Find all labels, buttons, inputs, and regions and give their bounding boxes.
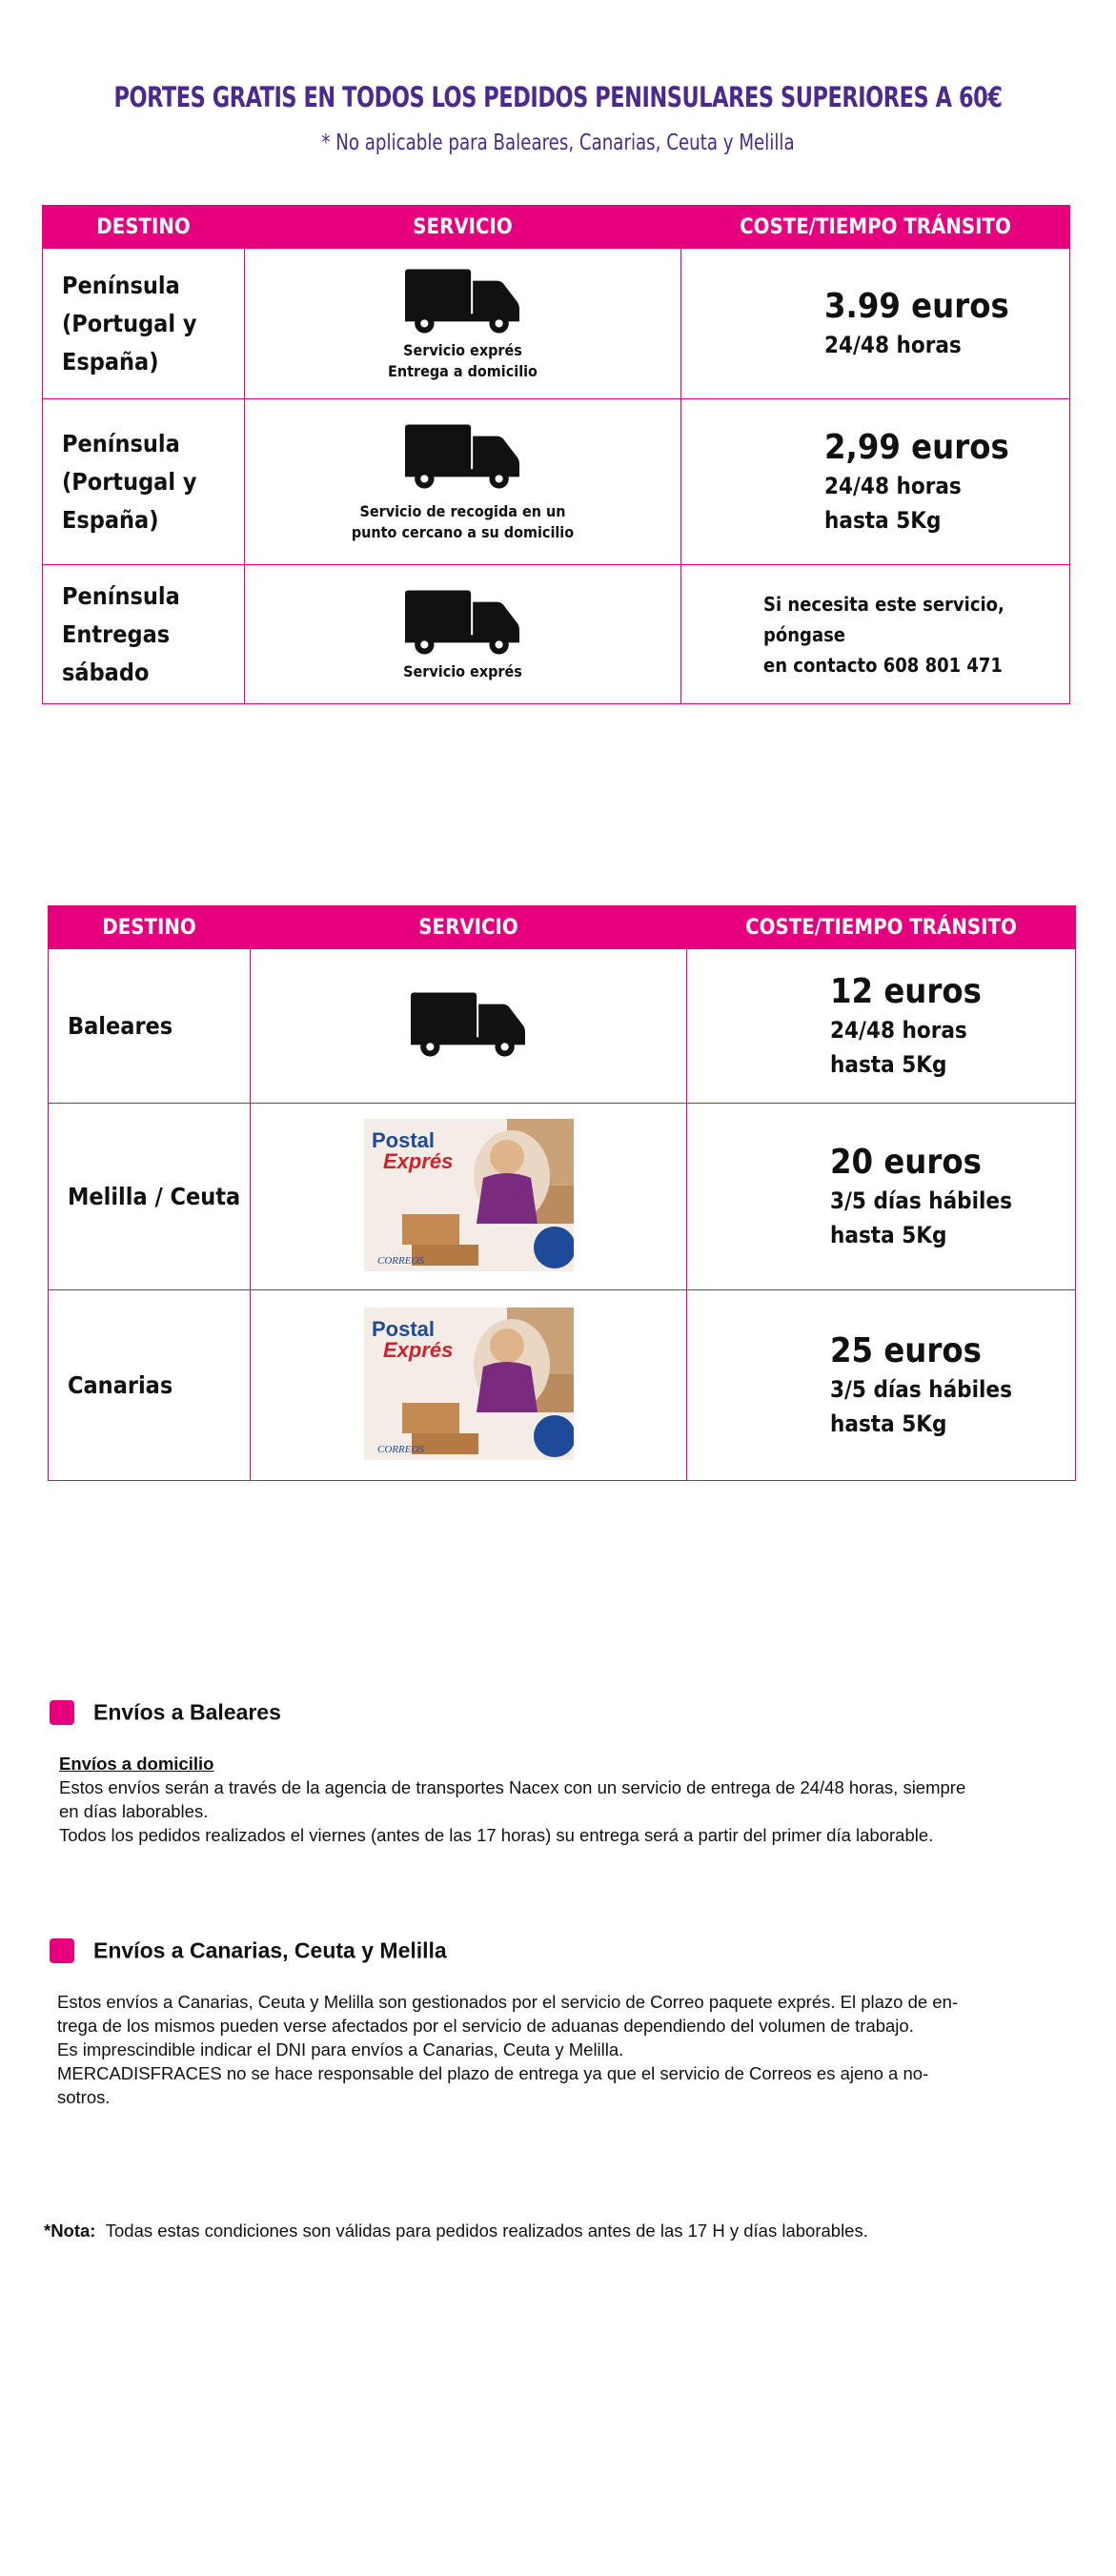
- table-row: [43, 565, 1070, 704]
- price: 12 euros: [830, 971, 982, 1011]
- logo-text-postal: Postal: [371, 1316, 435, 1341]
- destination-label: Baleares: [49, 949, 251, 1104]
- destination-label: Península: [62, 271, 180, 299]
- service-label: Servicio exprés: [403, 661, 522, 680]
- weight-limit: hasta 5Kg: [824, 506, 942, 534]
- weight-limit: hasta 5Kg: [830, 1221, 947, 1248]
- postal-expres-logo: [364, 1308, 574, 1460]
- paragraph-line: Todos los pedidos realizados el viernes (antes de las 17 horas) su entrega será a partir del primer día laborable.: [59, 1825, 934, 1845]
- contact-note: Si necesita este servicio, póngase: [763, 592, 1004, 646]
- price: 20 euros: [830, 1142, 982, 1182]
- destination-label: (Portugal y España): [62, 309, 197, 375]
- canarias-text: [57, 1990, 1077, 2109]
- destination-label: (Portugal y España): [62, 467, 197, 534]
- destination-label: Entregas sábado: [62, 619, 171, 686]
- price: 2,99 euros: [824, 427, 1009, 467]
- paragraph-line: en días laborables.: [59, 1801, 209, 1821]
- destination-label: Melilla / Ceuta: [49, 1104, 251, 1290]
- transit-time: 24/48 horas: [824, 331, 962, 358]
- service-label: Entrega a domicilio: [388, 361, 538, 380]
- transit-time: 3/5 días hábiles: [830, 1187, 1012, 1214]
- service-label: Servicio exprés: [403, 340, 522, 359]
- page-title: PORTES GRATIS EN TODOS LOS PEDIDOS PENINSULARES SUPERIORES A 60€: [113, 81, 1003, 113]
- paragraph-line: Estos envíos serán a través de la agencia de transportes Nacex con un servicio de entrega de 24/48 horas, siempre: [59, 1777, 966, 1797]
- truck-icon: [405, 588, 521, 657]
- transit-time: 3/5 días hábiles: [830, 1375, 1012, 1403]
- table-row: [49, 1290, 1076, 1481]
- footnote-label: *Nota:: [44, 2221, 96, 2241]
- subheading-envios-domicilio: Envíos a domicilio: [59, 1754, 214, 1774]
- logo-text-expres: Exprés: [382, 1148, 453, 1173]
- truck-icon: [405, 422, 521, 491]
- bullet-square-icon: [50, 1700, 74, 1725]
- logo-text-correos: CORREOS: [376, 1443, 424, 1455]
- section-heading-canarias: Envíos a Canarias, Ceuta y Melilla: [50, 1937, 447, 1963]
- destination-label: Península: [62, 429, 180, 457]
- baleares-text: [59, 1752, 1079, 1847]
- weight-limit: hasta 5Kg: [830, 1410, 947, 1437]
- weight-limit: hasta 5Kg: [830, 1050, 947, 1078]
- col-header-servicio: SERVICIO: [245, 206, 681, 249]
- price: 3.99 euros: [824, 286, 1009, 326]
- peninsula-shipping-table: [42, 205, 1070, 704]
- col-header-coste: COSTE/TIEMPO TRÁNSITO: [687, 906, 1076, 949]
- logo-text-postal: Postal: [371, 1127, 435, 1152]
- postal-expres-logo: [364, 1119, 574, 1271]
- col-header-destino: DESTINO: [49, 906, 251, 949]
- col-header-destino: DESTINO: [43, 206, 245, 249]
- service-label: Servicio de recogida en un: [359, 501, 566, 520]
- transit-time: 24/48 horas: [830, 1016, 967, 1044]
- table-row: [49, 949, 1076, 1104]
- truck-icon: [405, 267, 521, 335]
- table-row: [43, 399, 1070, 565]
- truck-icon: [411, 990, 527, 1059]
- table-row: [43, 249, 1070, 399]
- paragraph-line: sotros.: [57, 2087, 111, 2107]
- section-heading-baleares: Envíos a Baleares: [50, 1698, 281, 1725]
- page-subtitle: * No aplicable para Baleares, Canarias, Ceuta y Melilla: [321, 131, 795, 155]
- paragraph-line: MERCADISFRACES no se hace responsable del plazo de entrega ya que el servicio de Correos es ajeno a no-: [57, 2063, 929, 2083]
- logo-text-correos: CORREOS: [376, 1254, 424, 1267]
- paragraph-line: trega de los mismos pueden verse afectados por el servicio de aduanas dependiendo del volumen de trabajo.: [57, 2016, 914, 2036]
- paragraph-line: Estos envíos a Canarias, Ceuta y Melilla son gestionados por el servicio de Correo paquete exprés. El plazo de en-: [57, 1992, 959, 2012]
- destination-label: Península: [62, 581, 180, 610]
- transit-time: 24/48 horas: [824, 472, 962, 499]
- service-label: punto cercano a su domicilio: [351, 522, 575, 541]
- col-header-servicio: SERVICIO: [251, 906, 687, 949]
- footnote-text: Todas estas condiciones son válidas para pedidos realizados antes de las 17 H y días laborables.: [105, 2221, 868, 2241]
- table-row: [49, 1104, 1076, 1290]
- price: 25 euros: [830, 1330, 982, 1370]
- destination-label: Canarias: [49, 1290, 251, 1481]
- logo-text-expres: Exprés: [382, 1337, 453, 1362]
- contact-phone: en contacto 608 801 471: [763, 653, 1003, 677]
- footnote: [44, 2221, 868, 2241]
- col-header-coste: COSTE/TIEMPO TRÁNSITO: [681, 206, 1070, 249]
- paragraph-line: Es imprescindible indicar el DNI para envíos a Canarias, Ceuta y Melilla.: [57, 2039, 624, 2059]
- islands-shipping-table: [48, 905, 1076, 1481]
- bullet-square-icon: [50, 1938, 74, 1963]
